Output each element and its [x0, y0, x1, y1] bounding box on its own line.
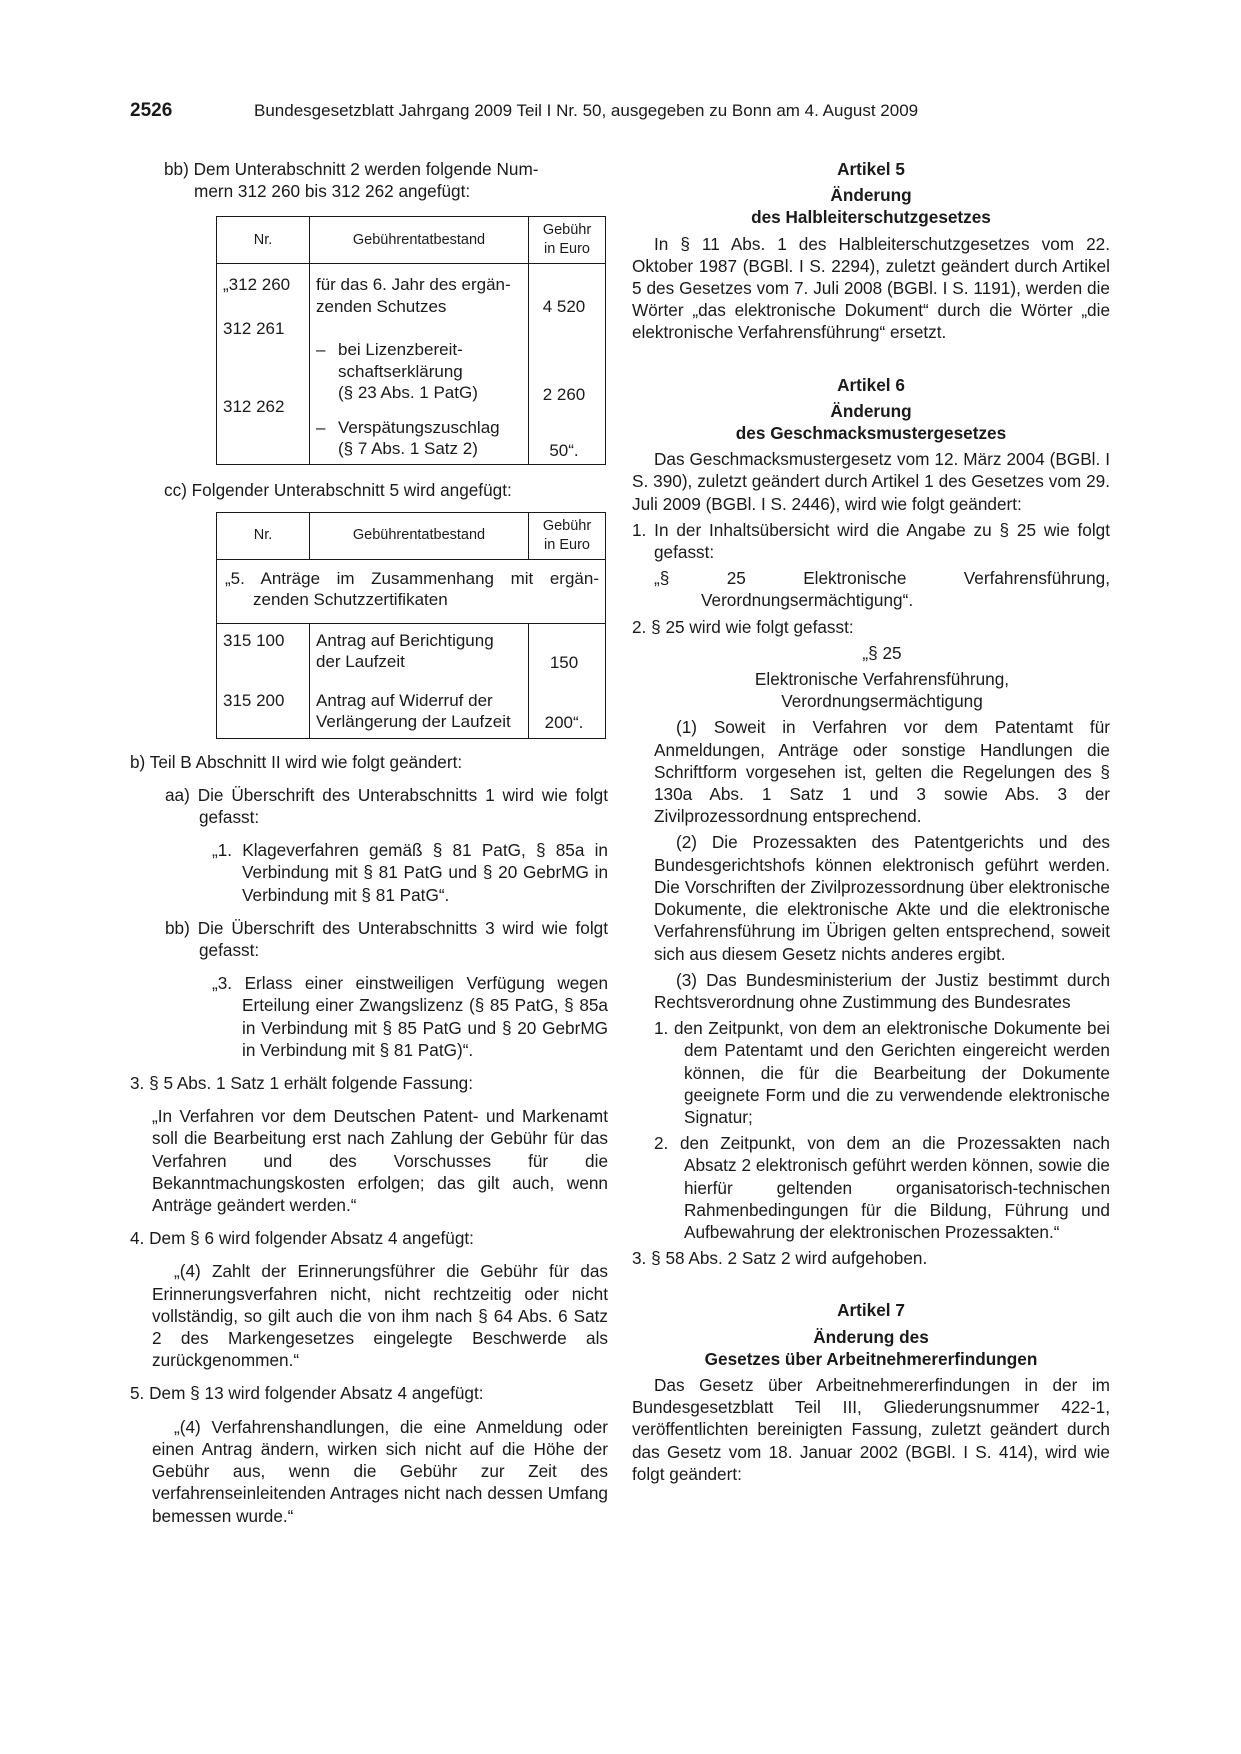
col-header-eur: Gebühr in Euro	[529, 512, 606, 559]
table-row	[217, 264, 606, 465]
article-5-title: Artikel 5	[837, 159, 905, 179]
section-3-item-1: 1. den Zeitpunkt, von dem an elektronische Dokumente bei dem Patentamt und den Gerichten eingereicht werden können, die für die Bearbeitung der Dokumente geeignete Form und die zu verwendende elektronische Signatur;	[654, 1018, 1110, 1127]
aa-quote: „1. Klageverfahren gemäß § 81 PatG, § 85a in Verbindung mit § 81 PatG und § 20 GebrMG in Verbindung mit § 81 PatG“.	[212, 840, 608, 905]
col-header-nr: Nr.	[217, 512, 310, 559]
col-header-desc: Gebührentatbestand	[310, 217, 529, 264]
article-6-title: Artikel 6	[837, 374, 905, 395]
article-5-text: In § 11 Abs. 1 des Halbleiterschutzgesetzes vom 22. Oktober 1987 (BGBl. I S. 2294), zuletzt geändert durch Artikel 5 des Gesetzes vom 7. Juli 2008 (BGBl. I S. 1191), werden die Wörter „das elektronische Dokument“ durch die Wörter „die elektronische Verfahrensführung“ ersetzt.	[632, 233, 1110, 343]
table-header-row	[217, 217, 606, 264]
item-3-quote: „In Verfahren vor dem Deutschen Patent- und Markenamt soll die Bearbeitung erst nach Zahlung der Gebühr für das Verfahren und des Vorschusses für die Bekanntmachungskosten erfolgen; das gilt auch, wenn Anträge geändert werden.“	[152, 1106, 608, 1216]
table-section-row	[217, 559, 606, 623]
cc-intro: cc) Folgender Unterabschnitt 5 wird angefügt:	[164, 480, 512, 501]
fee-table-1	[216, 216, 606, 465]
section-1: (1) Soweit in Verfahren vor dem Patentamt für Anmeldungen, Anträge oder sonstige Handlungen die Schriftform vorgesehen ist, gelten die Regelungen des § 130a Abs. 1 Satz 1 und 3 sowie Abs. 3 der Zivilprozessordnung entsprechend.	[654, 717, 1110, 827]
paragraph-heading: Elektronische Verfahrensführung, Verordnungsermächtigung	[754, 669, 1010, 712]
section-3-item-2: 2. den Zeitpunkt, von dem an die Prozessakten nach Absatz 2 elektronisch geführt werden können, sowie die hierfür geltenden organisatorisch-technischen Rahmenbedingungen für die Bildung, Führung und Aufbewahrung der elektronischen Prozessakten.“	[654, 1133, 1110, 1242]
table-header-row	[217, 512, 606, 559]
desc-cell: für das 6. Jahr des ergän- zenden Schutzes – bei Lizenzbereit- schaftserklärung (§ 23 Abs. 1 PatG) – Verspätungszuschlag (§ 7 Abs. 1 Satz 2)	[310, 264, 529, 465]
gazette-title: Bundesgesetzblatt Jahrgang 2009 Teil I Nr. 50, ausgegeben zu Bonn am 4. August 2009	[254, 101, 919, 120]
article-6-heading: Änderung des Geschmacksmustergesetzes	[735, 400, 1007, 444]
item-4-quote: „(4) Zahlt der Erinnerungsführer die Gebühr für das Erinnerungsverfahren nicht, nicht rechtzeitig oder nicht vollständig, so gilt auch die von ihm nach § 64 Abs. 6 Satz 2 des Markengesetzes eingelegte Beschwerde als zurückgenommen.“	[152, 1261, 608, 1371]
page-number: 2526	[130, 100, 173, 121]
article-5-heading: Änderung des Halbleiterschutzgesetzes	[751, 185, 991, 228]
article-6-item-1: 1. In der Inhaltsübersicht wird die Angabe zu § 25 wie folgt gefasst:	[632, 519, 1110, 563]
article-6-text: Das Geschmacksmustergesetz vom 12. März 2004 (BGBl. I S. 390), zuletzt geändert durch Artikel 1 des Gesetzes vom 29. Juli 2009 (BGBl. I S. 2446), wird wie folgt geändert:	[632, 449, 1110, 514]
aa-intro: aa) Die Überschrift des Unterabschnitts 1 wird wie folgt gefasst:	[165, 784, 608, 828]
fee-table-2	[216, 512, 606, 739]
section-heading: „5. Anträge im Zusammenhang mit ergän- zenden Schutzzertifikaten	[217, 559, 606, 623]
col-header-nr: Nr.	[217, 217, 310, 264]
bb1-intro: bb) Dem Unterabschnitt 2 werden folgende Num- mern 312 260 bis 312 262 angefügt:	[164, 159, 539, 202]
item-5-quote: „(4) Verfahrenshandlungen, die eine Anmeldung oder einen Antrag ändern, wirken sich nicht auf die Höhe der Gebühr aus, wenn die Gebühr zur Zeit des verfahrenseinleitenden Antrages nicht nach dessen Umfang bemessen wurde.“	[152, 1416, 608, 1526]
bb2-quote: „3. Erlass einer einstweiligen Verfügung wegen Erteilung einer Zwangslizenz (§ 85 PatG, § 85a in Verbindung mit § 85 PatG und § 20 GebrMG in Verbindung mit § 81 PatG)“.	[212, 973, 608, 1060]
nr-cell: „312 260 312 261 312 262	[217, 264, 310, 465]
section-2: (2) Die Prozessakten des Patentgerichts und des Bundesgerichtshofs können elektronisch geführt werden. Die Vorschriften der Zivilprozessordnung über elektronische Dokumente, die elektronische Akte und die elektronische Verfahrensführung im Übrigen gelten entsprechend, soweit sich aus diesem Gesetz nichts anderes ergibt.	[654, 832, 1110, 964]
article-7-heading: Änderung des Gesetzes über Arbeitnehmererfindungen	[704, 1326, 1038, 1369]
left-column	[130, 158, 608, 1527]
page-header	[130, 100, 1111, 126]
paragraph-number: „§ 25	[862, 642, 902, 663]
b-intro: b) Teil B Abschnitt II wird wie folgt geändert:	[130, 751, 463, 772]
eur-cell: 150 200“.	[529, 623, 606, 738]
article-6-item-2: 2. § 25 wird wie folgt gefasst:	[632, 616, 854, 637]
section-3: (3) Das Bundesministerium der Justiz bestimmt durch Rechtsverordnung ohne Zustimmung des Bundesrates	[654, 969, 1110, 1012]
table-row	[217, 623, 606, 738]
article-6-item-1-quote: „§ 25 Elektronische Verfahrensführung, Verordnungsermächtigung“.	[654, 568, 1110, 611]
item-3-intro: 3. § 5 Abs. 1 Satz 1 erhält folgende Fassung:	[130, 1073, 474, 1094]
item-4-intro: 4. Dem § 6 wird folgender Absatz 4 angefügt:	[130, 1228, 474, 1249]
nr-cell: 315 100 315 200	[217, 623, 310, 738]
article-7-title: Artikel 7	[837, 1300, 905, 1321]
col-header-desc: Gebührentatbestand	[310, 512, 529, 559]
item-5-intro: 5. Dem § 13 wird folgender Absatz 4 angefügt:	[130, 1383, 484, 1404]
article-6-item-3: 3. § 58 Abs. 2 Satz 2 wird aufgehoben.	[632, 1248, 928, 1269]
right-column	[632, 158, 1110, 1485]
article-7-text: Das Gesetz über Arbeitnehmererfindungen in der im Bundesgesetzblatt Teil III, Gliederungsnummer 422-1, veröffentlichten bereinigten Fassung, zuletzt geändert durch das Gesetz vom 18. Januar 2002 (BGBl. I S. 414), wird wie folgt geändert:	[632, 1374, 1110, 1484]
col-header-eur: Gebühr in Euro	[529, 217, 606, 264]
eur-cell: 4 520 2 260 50“.	[529, 264, 606, 465]
bb2-intro: bb) Die Überschrift des Unterabschnitts 3 wird wie folgt gefasst:	[165, 917, 608, 961]
desc-cell: Antrag auf Berichtigung der Laufzeit Antrag auf Widerruf der Verlängerung der Laufzeit	[310, 623, 529, 738]
